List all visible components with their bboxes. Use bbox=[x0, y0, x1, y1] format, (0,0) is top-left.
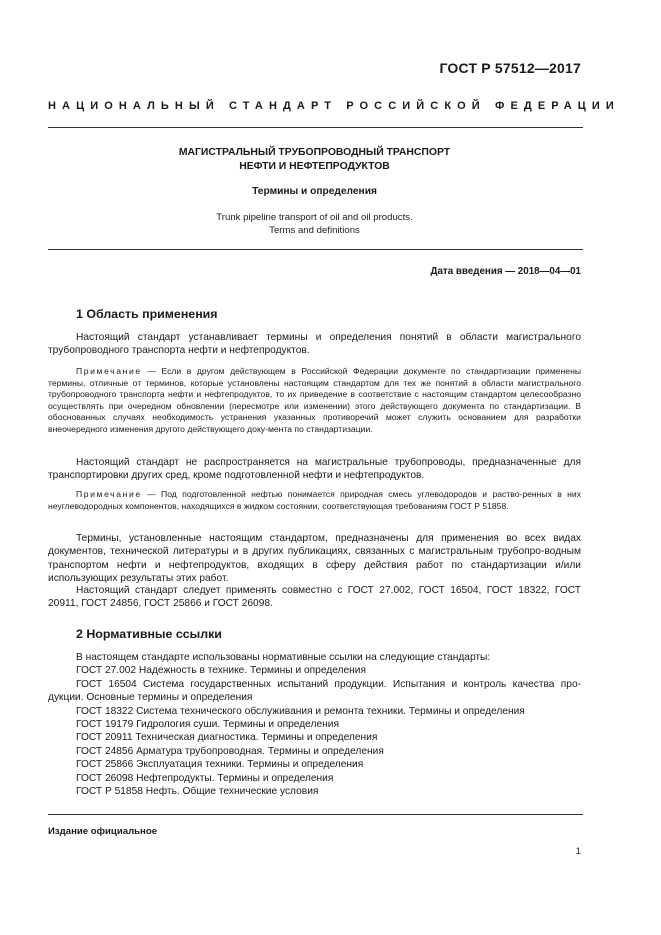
normative-references-list bbox=[48, 651, 581, 798]
note-label: Примечание bbox=[76, 366, 142, 376]
reference-item: ГОСТ 25866 Эксплуатация техники. Термины и определения bbox=[76, 759, 364, 771]
note-1 bbox=[48, 366, 581, 435]
reference-item: ГОСТ 27.002 Надежность в технике. Термины и определения bbox=[76, 665, 366, 677]
reference-item: ГОСТ Р 51858 Нефть. Общие технические условия bbox=[76, 786, 319, 798]
section-1-paragraph-4 bbox=[48, 584, 581, 611]
note-text: — Если в другом действующем в Российской Федерации документе по стандартизации применены термины, отличные от терминов, которые установлены настоящим стандартом для тех же понятий в области магистрального трубопроводного транспорта нефти и нефтепродуктов, то их приведение в соответствие с настоящим стандартом целесообразно осуществлять при очередном обновлении (пересмотре или изменении) этого действующего документа по стандартизации. В обоснованных случаях необходимость устранения указанных противоречий может служить основанием для разработки внеочередного изменения другого действующего доку-мента по стандартизации. bbox=[48, 366, 581, 434]
section-2-heading: 2 Нормативные ссылки bbox=[76, 627, 222, 641]
introduction-date: Дата введения — 2018—04—01 bbox=[430, 266, 581, 277]
divider-top bbox=[48, 127, 583, 128]
english-title-line-1: Trunk pipeline transport of oil and oil products. bbox=[216, 212, 413, 223]
paragraph-text: Настоящий стандарт устанавливает термины и определения понятий в области магистрального трубопроводного транспорта нефти и нефтепродуктов. bbox=[48, 332, 581, 357]
note-2 bbox=[48, 489, 581, 512]
paragraph-text: Настоящий стандарт следует применять совместно с ГОСТ 27.002, ГОСТ 16504, ГОСТ 18322, ГОСТ 20911, ГОСТ 24856, ГОСТ 25866 и ГОСТ 26098. bbox=[48, 585, 581, 610]
english-title bbox=[48, 211, 581, 237]
title-line-2: НЕФТИ И НЕФТЕПРОДУКТОВ bbox=[239, 161, 390, 172]
section-1-paragraph-3 bbox=[48, 532, 581, 586]
reference-item: ГОСТ 16504 Система государственных испытаний продукции. Испытания и контроль качества про-дукции. Основные термины и определения bbox=[48, 678, 581, 704]
paragraph-text: Настоящий стандарт не распространяется на магистральные трубопроводы, предназначенные для транспортировки других сред, кроме подготовленной нефти и нефтепродуктов. bbox=[48, 457, 581, 482]
national-standard-banner: НАЦИОНАЛЬНЫЙ СТАНДАРТ РОССИЙСКОЙ ФЕДЕРАЦИИ bbox=[48, 100, 620, 112]
note-text: — Под подготовленной нефтью понимается природная смесь углеводородов и раство-ренных в них неуглеводородных компонентов, находящихся в жидком состоянии, соответствующая требованиям ГОСТ Р 51858. bbox=[48, 489, 581, 511]
title-line-1: МАГИСТРАЛЬНЫЙ ТРУБОПРОВОДНЫЙ ТРАНСПОРТ bbox=[178, 147, 451, 158]
reference-item: ГОСТ 26098 Нефтепродукты. Термины и определения bbox=[76, 772, 334, 784]
reference-item: ГОСТ 18322 Система технического обслуживания и ремонта техники. Термины и определения bbox=[76, 705, 525, 717]
document-title bbox=[48, 146, 581, 174]
note-label: Примечание bbox=[76, 489, 142, 499]
references-intro: В настоящем стандарте использованы нормативные ссылки на следующие стандарты: bbox=[76, 652, 491, 663]
divider-title bbox=[48, 249, 583, 250]
reference-item: ГОСТ 20911 Техническая диагностика. Термины и определения bbox=[76, 732, 378, 744]
reference-item: ГОСТ 19179 Гидрология суши. Термины и определения bbox=[76, 719, 339, 731]
reference-item: ГОСТ 24856 Арматура трубопроводная. Термины и определения bbox=[76, 745, 384, 757]
page-number: 1 bbox=[575, 846, 581, 857]
section-1-paragraph-1 bbox=[48, 331, 581, 358]
paragraph-text: Термины, установленные настоящим стандартом, предназначены для применения во всех видах документов, технической литературы и в других публикациях, связанных с магистральным трубопро-водным транспортом нефти и нефтепродуктов, входящих в сферу действия работ по стандартизации и/или использующих результаты этих работ. bbox=[48, 533, 581, 585]
section-1-paragraph-2 bbox=[48, 456, 581, 483]
standard-number: ГОСТ Р 57512—2017 bbox=[439, 60, 581, 76]
document-subtitle: Термины и определения bbox=[252, 186, 377, 197]
official-edition-label: Издание официальное bbox=[48, 826, 158, 837]
english-title-line-2: Terms and definitions bbox=[269, 225, 360, 236]
divider-footer bbox=[48, 814, 583, 815]
section-1-heading: 1 Область применения bbox=[76, 307, 218, 321]
